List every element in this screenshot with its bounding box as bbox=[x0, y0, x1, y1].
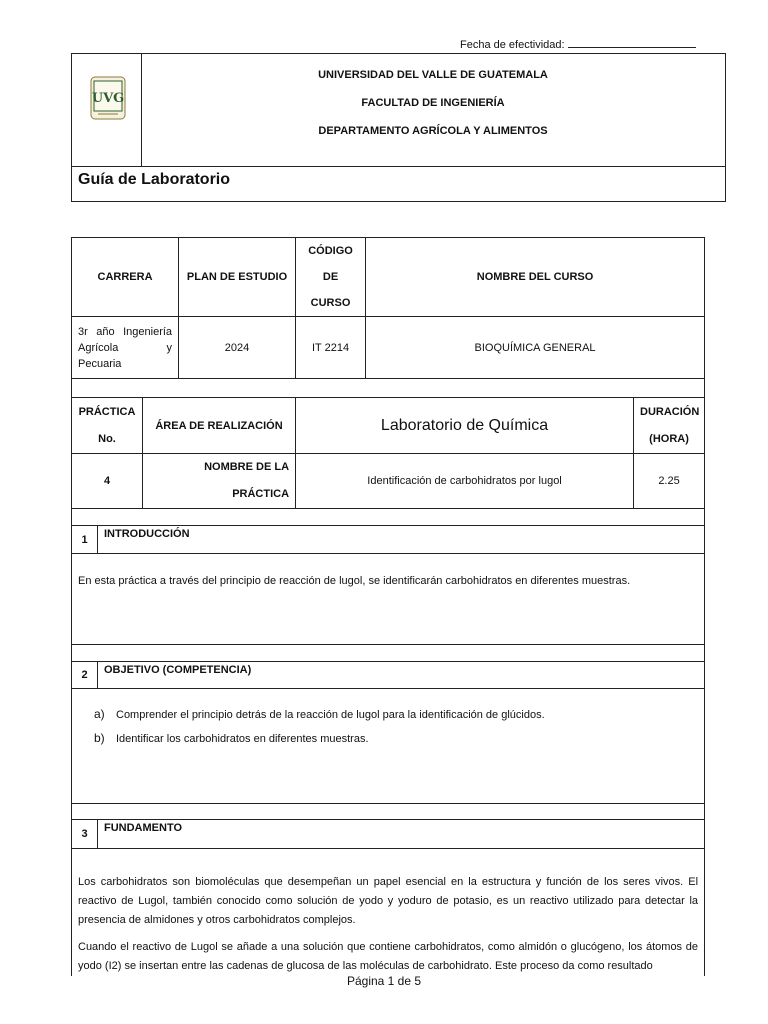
nombre-practica-header-line2: PRÁCTICA bbox=[232, 488, 290, 500]
section-number: 1 bbox=[72, 526, 98, 554]
codigo-value: IT 2214 bbox=[296, 317, 366, 379]
plan-value: 2024 bbox=[179, 317, 296, 379]
section-number: 2 bbox=[72, 662, 98, 689]
document-header bbox=[71, 53, 726, 202]
svg-text:UVG: UVG bbox=[91, 91, 125, 106]
objetivo-list bbox=[78, 707, 698, 745]
objetivo-text: Comprender el principio detrás de la reacción de lugol para la identificación de glúcidos. bbox=[116, 709, 545, 721]
duracion-header-line2: (HORA) bbox=[649, 432, 689, 445]
fundamento-paragraph: Los carbohidratos son biomoléculas que desempeñan un papel esencial en la estructura y función de los seres vivos. El reactivo de Lugol, también conocido como solución de yodo y yoduro de potasio, es un reactivo utilizado para detectar la presencia de almidones y otros carbohidratos complejos. bbox=[78, 876, 699, 926]
page-footer: Página 1 de 5 bbox=[346, 974, 422, 988]
area-value: Laboratorio de Química bbox=[296, 398, 634, 454]
section-title: INTRODUCCIÓN bbox=[98, 526, 705, 554]
objetivo-text: Identificar los carbohidratos en diferentes muestras. bbox=[116, 733, 369, 745]
objetivo-item bbox=[94, 731, 698, 745]
objetivo-item bbox=[94, 707, 698, 721]
carrera-header: CARRERA bbox=[72, 238, 179, 317]
university-name: UNIVERSIDAD DEL VALLE DE GUATEMALA bbox=[318, 69, 548, 81]
course-header-row bbox=[72, 238, 705, 317]
spacer-row bbox=[72, 379, 705, 398]
section-fundamento-header bbox=[72, 820, 705, 849]
fundamento-paragraph: Cuando el reactivo de Lugol se añade a una solución que contiene carbohidratos, como almidón o glucógeno, los átomos de yodo (I2) se insertan entre las cadenas de glucosa de las moléculas de carbohidrato. Este proceso da como resultado bbox=[78, 941, 699, 972]
intro-text: En esta práctica a través del principio de reacción de lugol, se identificarán carbohidratos en diferentes muestras. bbox=[72, 554, 705, 645]
codigo-header-line1: CÓDIGO bbox=[308, 245, 353, 257]
duracion-value: 2.25 bbox=[634, 454, 705, 509]
practice-header-row bbox=[72, 398, 705, 454]
codigo-header-line2: DE bbox=[322, 271, 339, 283]
plan-header: PLAN DE ESTUDIO bbox=[179, 238, 296, 317]
institution-titles bbox=[141, 54, 725, 166]
lab-guide-table bbox=[71, 237, 705, 976]
practica-header-line2: No. bbox=[98, 432, 116, 445]
spacer-row bbox=[72, 645, 705, 662]
codigo-header-line3: CURSO bbox=[310, 297, 351, 309]
duracion-header bbox=[634, 398, 705, 454]
section-fundamento-body bbox=[72, 849, 705, 977]
objetivo-marker: a) bbox=[94, 707, 105, 721]
section-title: FUNDAMENTO bbox=[98, 820, 705, 849]
uvg-seal-logo bbox=[90, 76, 126, 120]
section-number: 3 bbox=[72, 820, 98, 849]
nombre-practica-header bbox=[143, 454, 296, 509]
spacer-row bbox=[72, 804, 705, 820]
objetivo-marker: b) bbox=[94, 731, 105, 745]
course-values-row bbox=[72, 317, 705, 379]
practica-header bbox=[72, 398, 143, 454]
objetivo-list-cell bbox=[72, 689, 705, 804]
faculty-name: FACULTAD DE INGENIERÍA bbox=[361, 97, 505, 109]
spacer-row bbox=[72, 509, 705, 526]
guide-title: Guía de Laboratorio bbox=[72, 166, 725, 201]
codigo-header bbox=[296, 238, 366, 317]
nombre-practica-value: Identificación de carbohidratos por lugol bbox=[296, 454, 634, 509]
carrera-value: 3r año Ingeniería Agrícola y Pecuaria bbox=[72, 317, 179, 379]
effective-date-line bbox=[460, 37, 696, 51]
area-header: ÁREA DE REALIZACIÓN bbox=[143, 398, 296, 454]
nombre-curso-header: NOMBRE DEL CURSO bbox=[366, 238, 705, 317]
section-intro-body bbox=[72, 554, 705, 645]
effective-date-blank bbox=[568, 37, 696, 48]
department-name: DEPARTAMENTO AGRÍCOLA Y ALIMENTOS bbox=[318, 125, 548, 137]
section-objetivo-header bbox=[72, 662, 705, 689]
effective-date-label: Fecha de efectividad: bbox=[460, 39, 565, 51]
practice-values-row bbox=[72, 454, 705, 509]
practica-header-line1: PRÁCTICA bbox=[78, 405, 136, 418]
section-objetivo-body bbox=[72, 689, 705, 804]
practica-no-value: 4 bbox=[72, 454, 143, 509]
nombre-practica-header-line1: NOMBRE DE LA bbox=[204, 461, 290, 473]
section-intro-header bbox=[72, 526, 705, 554]
section-title: OBJETIVO (COMPETENCIA) bbox=[98, 662, 705, 689]
fundamento-text-cell bbox=[72, 849, 705, 977]
nombre-curso-value: BIOQUÍMICA GENERAL bbox=[366, 317, 705, 379]
logo-cell bbox=[72, 54, 142, 166]
duracion-header-line1: DURACIÓN bbox=[640, 405, 700, 418]
